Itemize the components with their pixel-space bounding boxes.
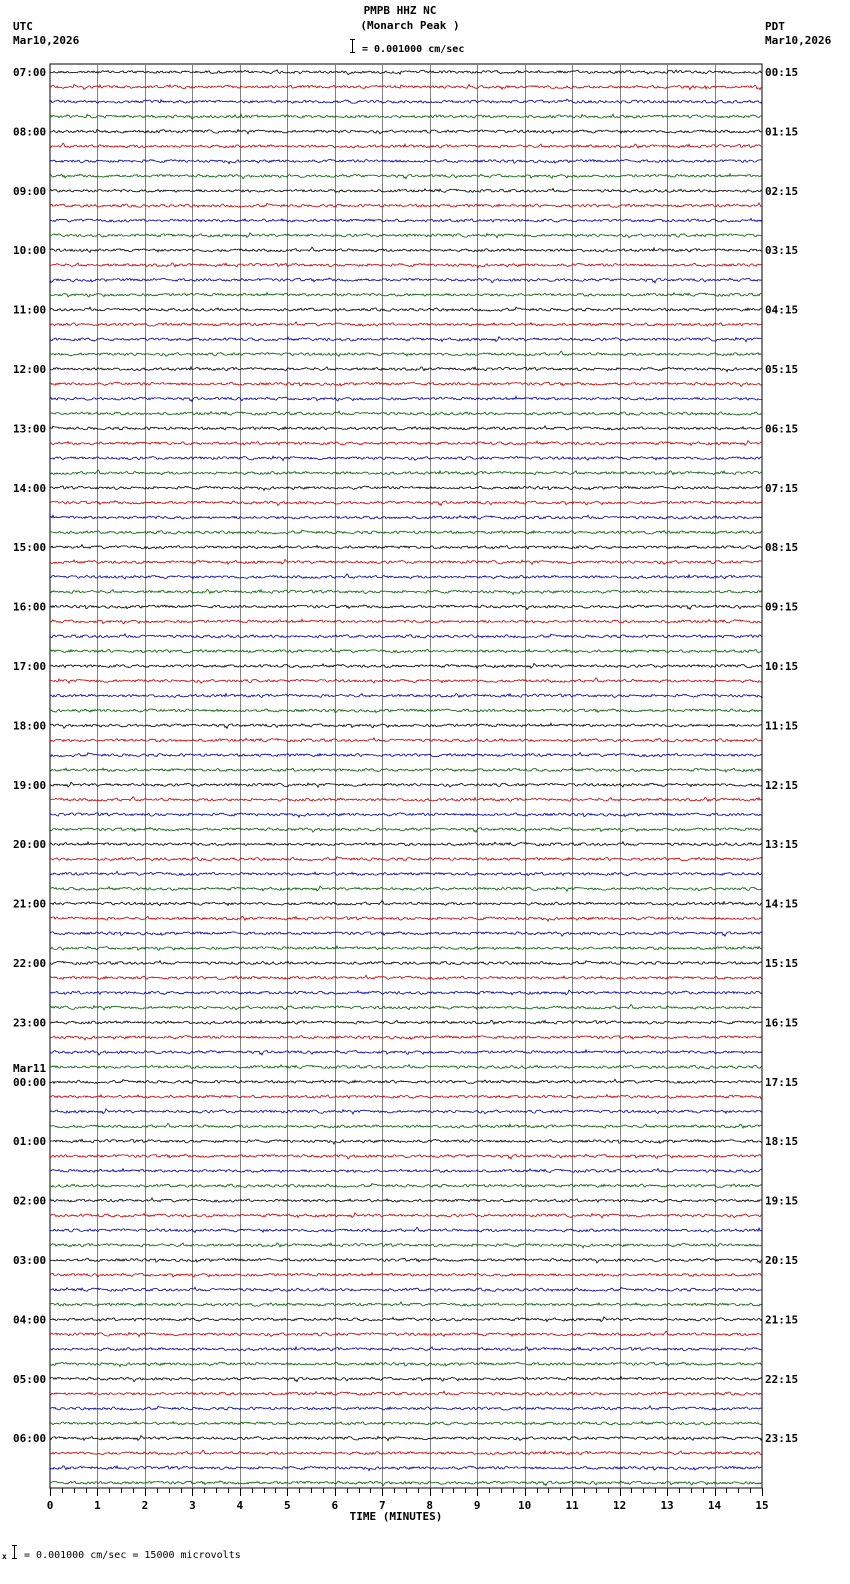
trace-line (50, 1095, 762, 1099)
left-hour-label: 09:00 (13, 184, 47, 198)
trace-line (50, 1331, 762, 1337)
right-hour-label: 20:15 (765, 1254, 799, 1267)
trace-line (50, 723, 762, 728)
trace-line (50, 694, 762, 699)
trace-line (50, 114, 762, 119)
trace-line (50, 1362, 762, 1367)
left-hour-label: 00:00 (13, 1075, 47, 1089)
station-location: (Monarch Peak ) (360, 19, 460, 32)
trace-line (50, 634, 762, 638)
right-hour-label: 03:15 (765, 244, 799, 258)
trace-line (50, 218, 762, 222)
left-timezone: UTC (13, 20, 33, 33)
trace-line (50, 1258, 762, 1263)
trace-line (50, 278, 762, 283)
trace-line (50, 293, 762, 298)
left-hour-label: 23:00 (13, 1016, 47, 1030)
trace-line (50, 233, 762, 238)
right-hour-label: 22:15 (765, 1372, 799, 1386)
left-hour-label: 01:00 (13, 1135, 47, 1149)
trace-line (50, 1227, 762, 1232)
trace-line (50, 1391, 762, 1395)
trace-line (50, 932, 762, 937)
right-timezone: PDT (765, 20, 785, 33)
x-tick-label: 6 (331, 1499, 339, 1512)
trace-line (50, 1287, 762, 1291)
trace-line (50, 1079, 762, 1083)
trace-line (50, 159, 762, 164)
right-hour-label: 07:15 (765, 481, 799, 495)
trace-line (50, 990, 762, 995)
trace-line (50, 1436, 762, 1441)
trace-line (50, 1273, 762, 1278)
trace-line (50, 961, 762, 965)
trace-line (50, 99, 762, 103)
left-hour-label: 02:00 (13, 1194, 47, 1208)
trace-line (50, 174, 762, 179)
trace-line (50, 1466, 762, 1471)
trace-line (50, 1169, 762, 1173)
trace-line (50, 738, 762, 742)
right-hour-label: 14:15 (765, 897, 799, 911)
trace-line (50, 560, 762, 565)
trace-line (50, 1213, 762, 1218)
x-axis (47, 1488, 769, 1523)
trace-line (50, 813, 762, 818)
left-hour-label: 10:00 (13, 244, 47, 258)
trace-line (50, 1243, 762, 1248)
trace-line (50, 515, 762, 519)
x-tick-label: 5 (284, 1499, 291, 1512)
trace-line (50, 441, 762, 446)
trace-line (50, 143, 762, 148)
right-hour-label: 11:15 (765, 719, 799, 733)
trace-line (50, 263, 762, 268)
x-tick-label: 3 (189, 1499, 196, 1512)
right-hour-label: 19:15 (765, 1194, 799, 1208)
trace-line (50, 871, 762, 875)
right-hour-label: 15:15 (765, 957, 799, 970)
trace-line (50, 590, 762, 595)
left-hour-label: 22:00 (13, 957, 47, 970)
trace-line (50, 619, 762, 624)
trace-line (50, 501, 762, 506)
left-hour-label: 14:00 (13, 481, 47, 495)
x-axis-label: TIME (MINUTES) (349, 1510, 443, 1523)
scale-text: = 0.001000 cm/sec (362, 44, 465, 55)
trace-line (50, 1183, 762, 1187)
trace-line (50, 545, 762, 549)
trace-line (50, 797, 762, 802)
x-tick-label: 12 (612, 1499, 627, 1512)
left-hour-label: 19:00 (13, 778, 47, 792)
trace-line (50, 574, 762, 579)
trace-line (50, 351, 762, 356)
x-tick-label: 15 (755, 1499, 769, 1512)
right-date: Mar10,2026 (765, 34, 832, 47)
x-tick-label: 11 (565, 1499, 579, 1512)
left-hour-label: 04:00 (13, 1313, 47, 1327)
left-hour-label: 13:00 (13, 422, 47, 436)
trace-line (50, 70, 762, 75)
right-hour-label: 06:15 (765, 422, 799, 436)
x-tick-label: 2 (141, 1499, 149, 1512)
trace-line (50, 307, 762, 311)
right-hour-label: 08:15 (765, 541, 799, 555)
right-hour-label: 16:15 (765, 1016, 799, 1030)
trace-line (50, 203, 762, 207)
right-hour-label: 05:15 (765, 363, 799, 376)
x-tick-label: 14 (707, 1499, 722, 1512)
trace-line (50, 1005, 762, 1011)
left-hour-label: 03:00 (13, 1254, 47, 1267)
x-tick-label: 13 (660, 1499, 674, 1512)
left-hour-label: 11:00 (13, 303, 47, 317)
trace-line (50, 411, 762, 415)
right-hour-label: 04:15 (765, 303, 799, 317)
trace-line (50, 946, 762, 951)
left-hour-label: 16:00 (13, 600, 47, 614)
trace-line (50, 1450, 762, 1455)
trace-line (50, 916, 762, 921)
trace-line (50, 649, 762, 653)
right-hour-label: 23:15 (765, 1432, 799, 1446)
left-hour-label: 07:00 (13, 66, 47, 79)
trace-group (50, 70, 762, 1486)
trace-line (50, 1347, 762, 1351)
left-date: Mar10,2026 (13, 34, 80, 47)
left-hour-label: 08:00 (13, 125, 47, 139)
left-hour-label: 17:00 (13, 660, 47, 673)
trace-line (50, 753, 762, 757)
x-tick-label: 4 (236, 1499, 244, 1512)
x-tick-label: 9 (473, 1499, 481, 1512)
trace-line (50, 84, 762, 89)
trace-line (50, 130, 762, 134)
trace-line (50, 367, 762, 372)
x-tick-label: 7 (378, 1499, 386, 1512)
station-title: PMPB HHZ NC (363, 4, 437, 17)
trace-line (50, 1123, 762, 1128)
trace-line (50, 1109, 762, 1114)
trace-line (50, 1198, 762, 1202)
left-hour-label: 05:00 (13, 1372, 47, 1386)
x-tick-label: 1 (94, 1499, 101, 1512)
trace-line (50, 486, 762, 491)
right-hour-label: 10:15 (765, 660, 799, 673)
trace-line (50, 1065, 762, 1069)
trace-line (50, 337, 762, 342)
trace-line (50, 828, 762, 833)
trace-line (50, 678, 762, 684)
trace-line (50, 1139, 762, 1144)
trace-line (50, 322, 762, 326)
trace-line (50, 857, 762, 861)
trace-line (50, 663, 762, 668)
trace-line (50, 975, 762, 979)
right-hour-label: 21:15 (765, 1313, 799, 1327)
right-hour-label: 13:15 (765, 838, 799, 852)
trace-line (50, 605, 762, 610)
trace-line (50, 1020, 762, 1024)
right-hour-label: 02:15 (765, 184, 799, 198)
left-hour-label: 20:00 (13, 838, 47, 852)
trace-line (50, 1481, 762, 1486)
footer-scale-bar-icon (14, 1545, 15, 1559)
trace-line (50, 901, 762, 906)
trace-line (50, 470, 762, 475)
x-tick-label: 10 (518, 1499, 532, 1512)
left-hour-label: 12:00 (13, 363, 47, 376)
right-hour-label: 09:15 (765, 600, 799, 614)
trace-line (50, 530, 762, 534)
trace-line (50, 1377, 762, 1382)
x-tick-label: 0 (46, 1499, 54, 1512)
trace-line (50, 886, 762, 891)
trace-line (50, 456, 762, 460)
trace-line (50, 782, 762, 787)
left-hour-label: 15:00 (13, 541, 47, 555)
trace-line (50, 709, 762, 713)
trace-line (50, 768, 762, 772)
trace-line (50, 1421, 762, 1425)
trace-line (50, 1406, 762, 1410)
left-hour-label: 06:00 (13, 1432, 47, 1446)
trace-line (50, 1302, 762, 1306)
right-hour-label: 01:15 (765, 125, 799, 139)
trace-line (50, 1050, 762, 1055)
x-tick-label: 8 (426, 1499, 434, 1512)
left-hour-label: 21:00 (13, 897, 47, 911)
right-hour-label: 18:15 (765, 1135, 799, 1149)
left-date-change-label: Mar11 (13, 1061, 47, 1075)
trace-line (50, 382, 762, 387)
right-hour-label: 00:15 (765, 66, 799, 79)
trace-line (50, 1154, 762, 1159)
trace-line (50, 396, 762, 401)
footer-marker: x (2, 1552, 7, 1561)
left-hour-label: 18:00 (13, 719, 47, 733)
trace-line (50, 247, 762, 252)
trace-line (50, 1035, 762, 1040)
trace-line (50, 842, 762, 846)
right-hour-label: 17:15 (765, 1075, 799, 1089)
footer-scale-text: = 0.001000 cm/sec = 15000 microvolts (24, 1550, 241, 1561)
trace-line (50, 426, 762, 430)
trace-line (50, 1317, 762, 1322)
right-hour-label: 12:15 (765, 778, 799, 792)
trace-line (50, 188, 762, 192)
